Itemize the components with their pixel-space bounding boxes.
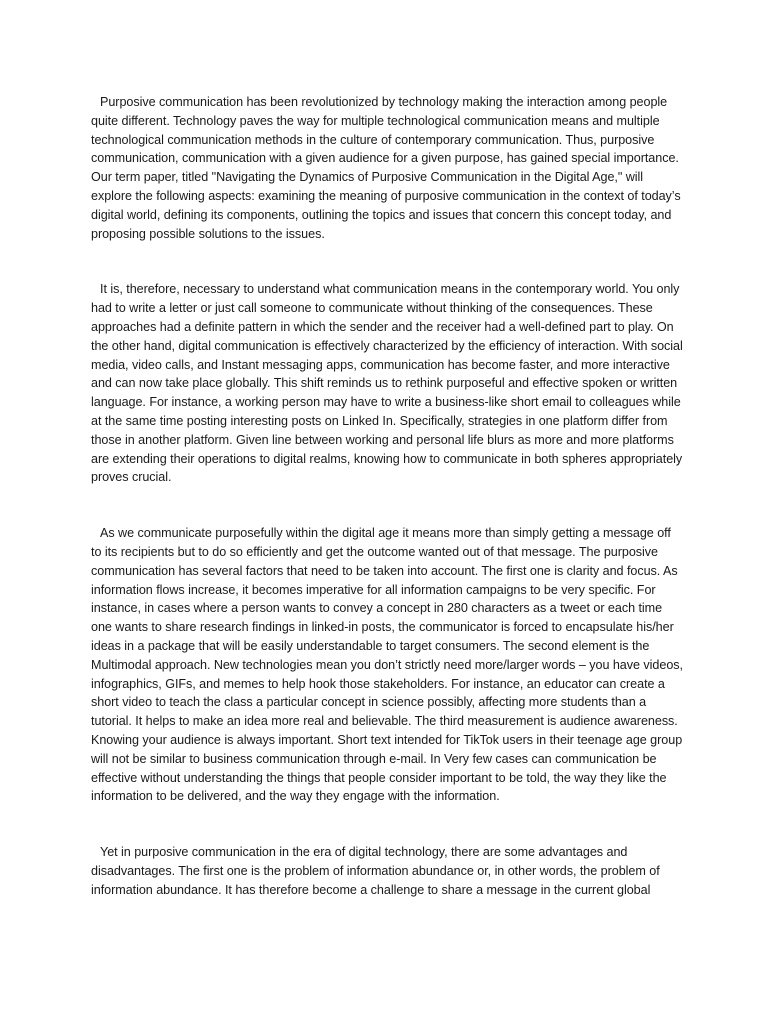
paragraph-intro: Purposive communication has been revolutionized by technology making the interaction among people quite different. Technology paves the way for multiple technological communication means and multiple technological communication methods in the culture of contemporary communication. Thus, purposive communication, communication with a given audience for a given purpose, has gained special importance. Our term paper, titled "Navigating the Dynamics of Purposive Communication in the Digital Age," will explore the following aspects: examining the meaning of purposive communication in the context of today’s digital world, defining its components, outlining the topics and issues that concern this concept today, and proposing possible solutions to the issues.: [91, 95, 681, 241]
document-body: [91, 93, 683, 899]
paragraph-purposive-factors: As we communicate purposefully within the digital age it means more than simply getting a message off to its recipients but to do so efficiently and get the outcome wanted out of that message. The purposive communication has several factors that need to be taken into account. The first one is clarity and focus. As information flows increase, it becomes imperative for all information campaigns to be very specific. For instance, in cases where a person wants to convey a concept in 280 characters as a tweet or each time one wants to share research findings in linked-in posts, the communicator is forced to encapsulate his/her ideas in a package that will be easily understandable to target consumers. The second element is the Multimodal approach. New technologies mean you don’t strictly need more/larger words – you have videos, infographics, GIFs, and memes to help hook those stakeholders. For instance, an educator can create a short video to teach the class a particular concept in science possibly, affecting more students than a tutorial. It helps to make an idea more real and believable. The third measurement is audience awareness. Knowing your audience is always important. Short text intended for TikTok users in their teenage age group will not be similar to business communication through e-mail. In Very few cases can communication be effective without understanding the things that people consider important to be told, the way they like the information to be delivered, and the way they engage with the information.: [91, 526, 683, 804]
paragraph-advantages-disadvantages: Yet in purposive communication in the era of digital technology, there are some advantages and disadvantages. The first one is the problem of information abundance or, in other words, the problem of information abundance. It has therefore become a challenge to share a message in the current global: [91, 845, 660, 897]
paragraph-contemporary-communication: It is, therefore, necessary to understand what communication means in the contemporary world. You only had to write a letter or just call someone to communicate without thinking of the consequences. These approaches had a definite pattern in which the sender and the receiver had a well-defined part to play. On the other hand, digital communication is effectively characterized by the efficiency of interaction. With social media, video calls, and Instant messaging apps, communication has become faster, and more interactive and can now take place globally. This shift reminds us to rethink purposeful and effective spoken or written language. For instance, a working person may have to write a business-like short email to colleagues while at the same time posting interesting posts on Linked In. Specifically, strategies in one platform differ from those in another platform. Given line between working and personal life blurs as more and more platforms are extending their operations to digital realms, knowing how to communicate in both spheres appropriately proves crucial.: [91, 282, 683, 485]
